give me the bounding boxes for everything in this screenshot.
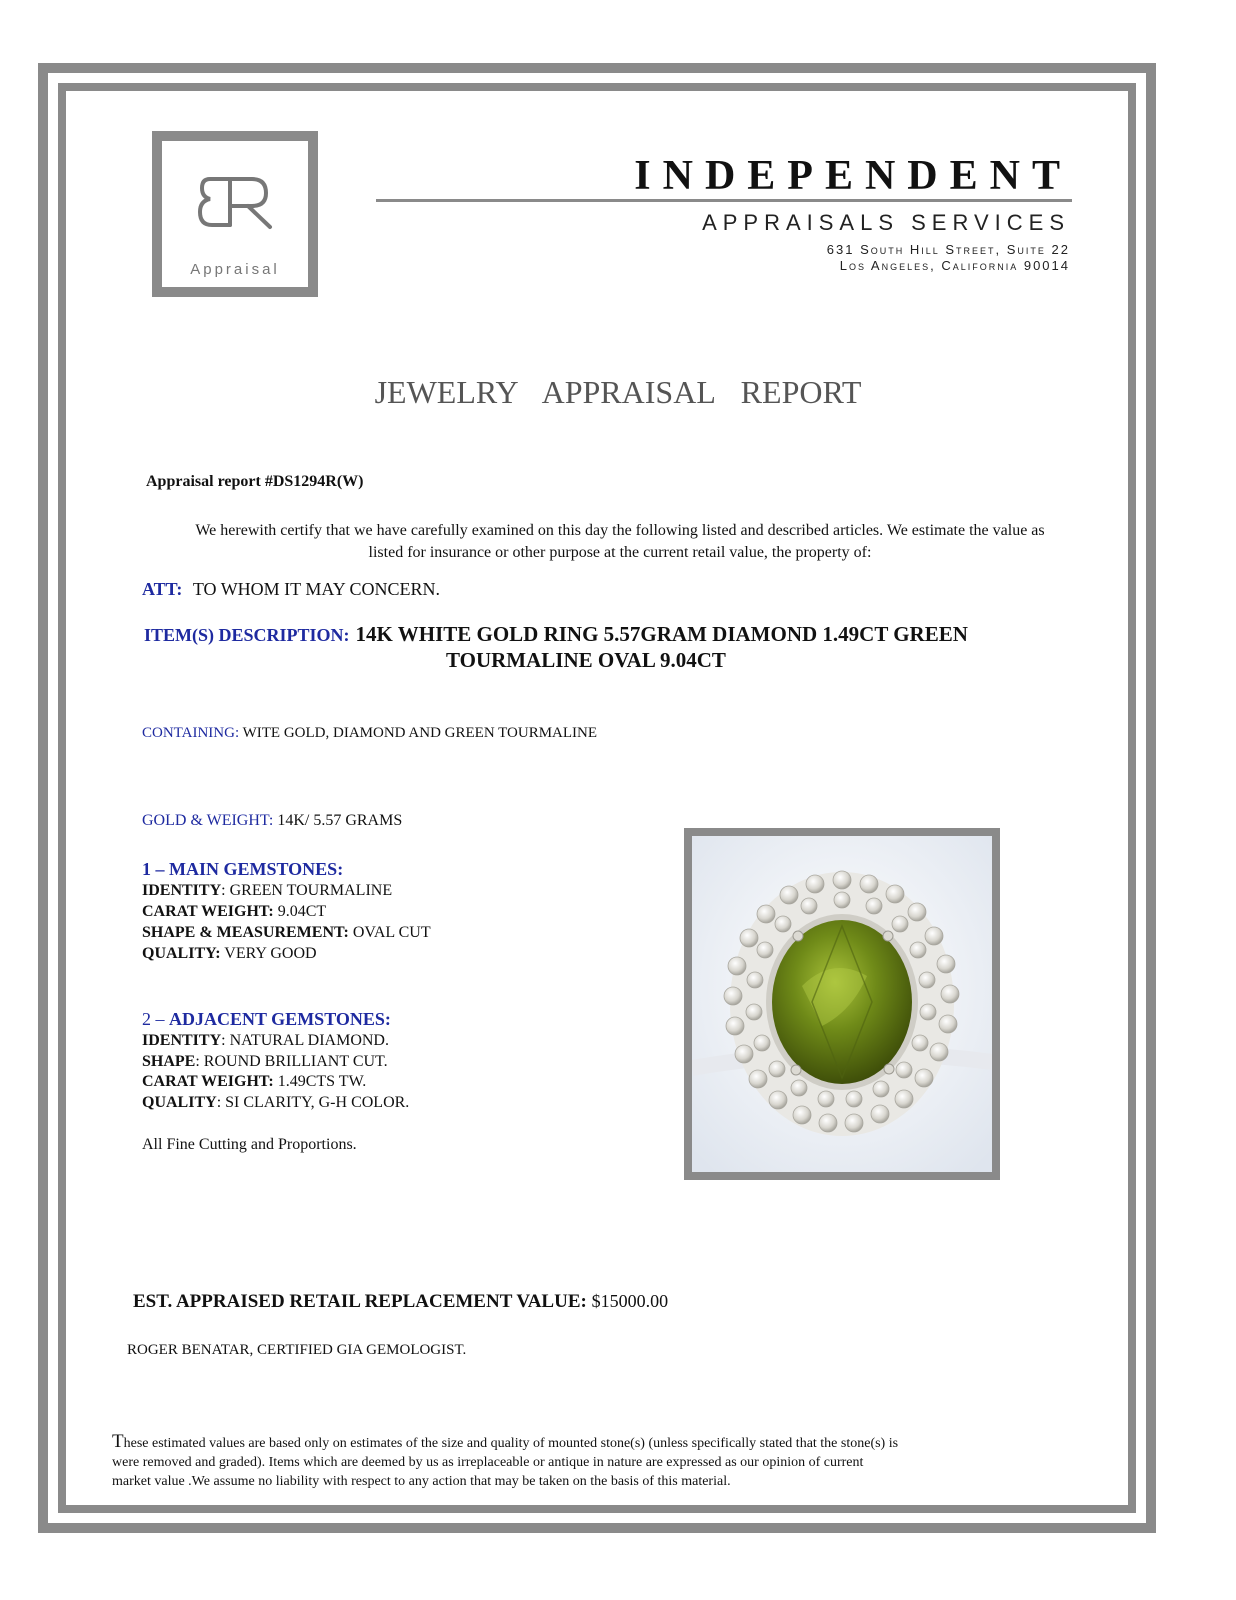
main-identity-row: [142, 882, 392, 900]
certify-line-2: listed for insurance or other purpose at the current retail value, the property of:: [368, 544, 872, 561]
adj-quality-value: : SI CLARITY, G-H COLOR.: [216, 1094, 410, 1111]
main-identity-value: : GREEN TOURMALINE: [221, 882, 393, 899]
company-title: INDEPENDENT: [634, 153, 1072, 199]
value-amount: $15000.00: [591, 1291, 669, 1311]
main-carat-row: [142, 903, 326, 921]
report-number: Appraisal report #DS1294R(W): [146, 473, 364, 490]
adj-identity-row: [142, 1032, 389, 1050]
certify-paragraph: [120, 520, 1120, 564]
disclaimer-line-2: were removed and graded). Items which are deemed by us as irreplaceable or antique in nature are expressed as our opinion of current: [112, 1455, 864, 1470]
disclaimer: [112, 1432, 1012, 1491]
disclaimer-line-1-text: hese estimated values are based only on estimates of the size and quality of mounted stone(s) (unless specifically stated that the stone(s) is: [123, 1436, 899, 1451]
disclaimer-line-1: [112, 1432, 1012, 1453]
adj-shape-value: : ROUND BRILLIANT CUT.: [195, 1053, 388, 1070]
adj-carat-row: [142, 1073, 366, 1091]
report-title: JEWELRY APPRAISAL REPORT: [374, 374, 862, 410]
br-monogram-icon: [190, 171, 290, 241]
att-row: [142, 579, 440, 600]
disclaimer-first-letter: T: [112, 1431, 124, 1452]
main-identity-label: IDENTITY: [142, 882, 222, 899]
address-line-1: 631 South Hill Street, Suite 22: [826, 242, 1070, 257]
main-quality-row: [142, 945, 317, 963]
address-line-2: Los Angeles, California 90014: [839, 258, 1070, 273]
logo-label: Appraisal: [190, 261, 280, 278]
items-value-2: TOURMALINE OVAL 9.04CT: [446, 648, 726, 672]
value-row: [133, 1291, 668, 1313]
gold-value: 14K/ 5.57 GRAMS: [277, 812, 403, 829]
att-label: ATT:: [142, 579, 183, 599]
adjacent-heading-label: ADJACENT GEMSTONES:: [169, 1009, 391, 1029]
adj-quality-row: [142, 1094, 409, 1112]
adj-quality-label: QUALITY: [142, 1094, 217, 1111]
main-shape-value: OVAL CUT: [352, 924, 431, 941]
appraisal-logo: [152, 131, 318, 297]
items-label: ITEM(S) DESCRIPTION:: [144, 625, 350, 645]
company-subtitle: APPRAISALS SERVICES: [702, 210, 1070, 235]
disclaimer-line-3: market value .We assume no liability with respect to any action that may be taken on the basis of this material.: [112, 1474, 731, 1489]
main-quality-value: VERY GOOD: [224, 945, 317, 962]
main-quality-label: QUALITY:: [142, 945, 221, 962]
value-label: EST. APPRAISED RETAIL REPLACEMENT VALUE:: [133, 1291, 587, 1312]
items-value-1: 14K WHITE GOLD RING 5.57GRAM DIAMOND 1.49CT GREEN: [355, 622, 968, 646]
ring-illustration-icon: [692, 836, 992, 1172]
adj-shape-label: SHAPE: [142, 1053, 196, 1070]
ring-photo: [684, 828, 1000, 1180]
adj-identity-value: : NATURAL DIAMOND.: [221, 1032, 389, 1049]
adj-carat-label: CARAT WEIGHT:: [142, 1073, 274, 1090]
items-row: [144, 622, 968, 647]
containing-value: WITE GOLD, DIAMOND AND GREEN TOURMALINE: [242, 725, 598, 741]
adj-carat-value: 1.49CTS TW.: [277, 1073, 367, 1090]
main-carat-label: CARAT WEIGHT:: [142, 903, 274, 920]
gold-row: [142, 812, 402, 830]
containing-label: CONTAINING:: [142, 725, 240, 741]
main-shape-label: SHAPE & MEASUREMENT:: [142, 924, 349, 941]
gemologist-signature: ROGER BENATAR, CERTIFIED GIA GEMOLOGIST.: [127, 1342, 467, 1358]
adjacent-heading-num: 2 –: [142, 1009, 165, 1029]
main-carat-value: 9.04CT: [277, 903, 327, 920]
containing-row: [142, 725, 597, 742]
adjacent-gemstones-heading: [142, 1009, 391, 1030]
fine-cutting-note: All Fine Cutting and Proportions.: [142, 1136, 357, 1153]
adj-shape-row: [142, 1053, 388, 1071]
gold-label: GOLD & WEIGHT:: [142, 812, 274, 829]
main-shape-row: [142, 924, 431, 942]
att-value: TO WHOM IT MAY CONCERN.: [192, 579, 441, 599]
certify-line-1: We herewith certify that we have carefully examined on this day the following listed and described articles. We estimate the value as: [195, 522, 1045, 539]
adj-identity-label: IDENTITY: [142, 1032, 222, 1049]
main-gemstones-heading: 1 – MAIN GEMSTONES:: [142, 859, 344, 879]
